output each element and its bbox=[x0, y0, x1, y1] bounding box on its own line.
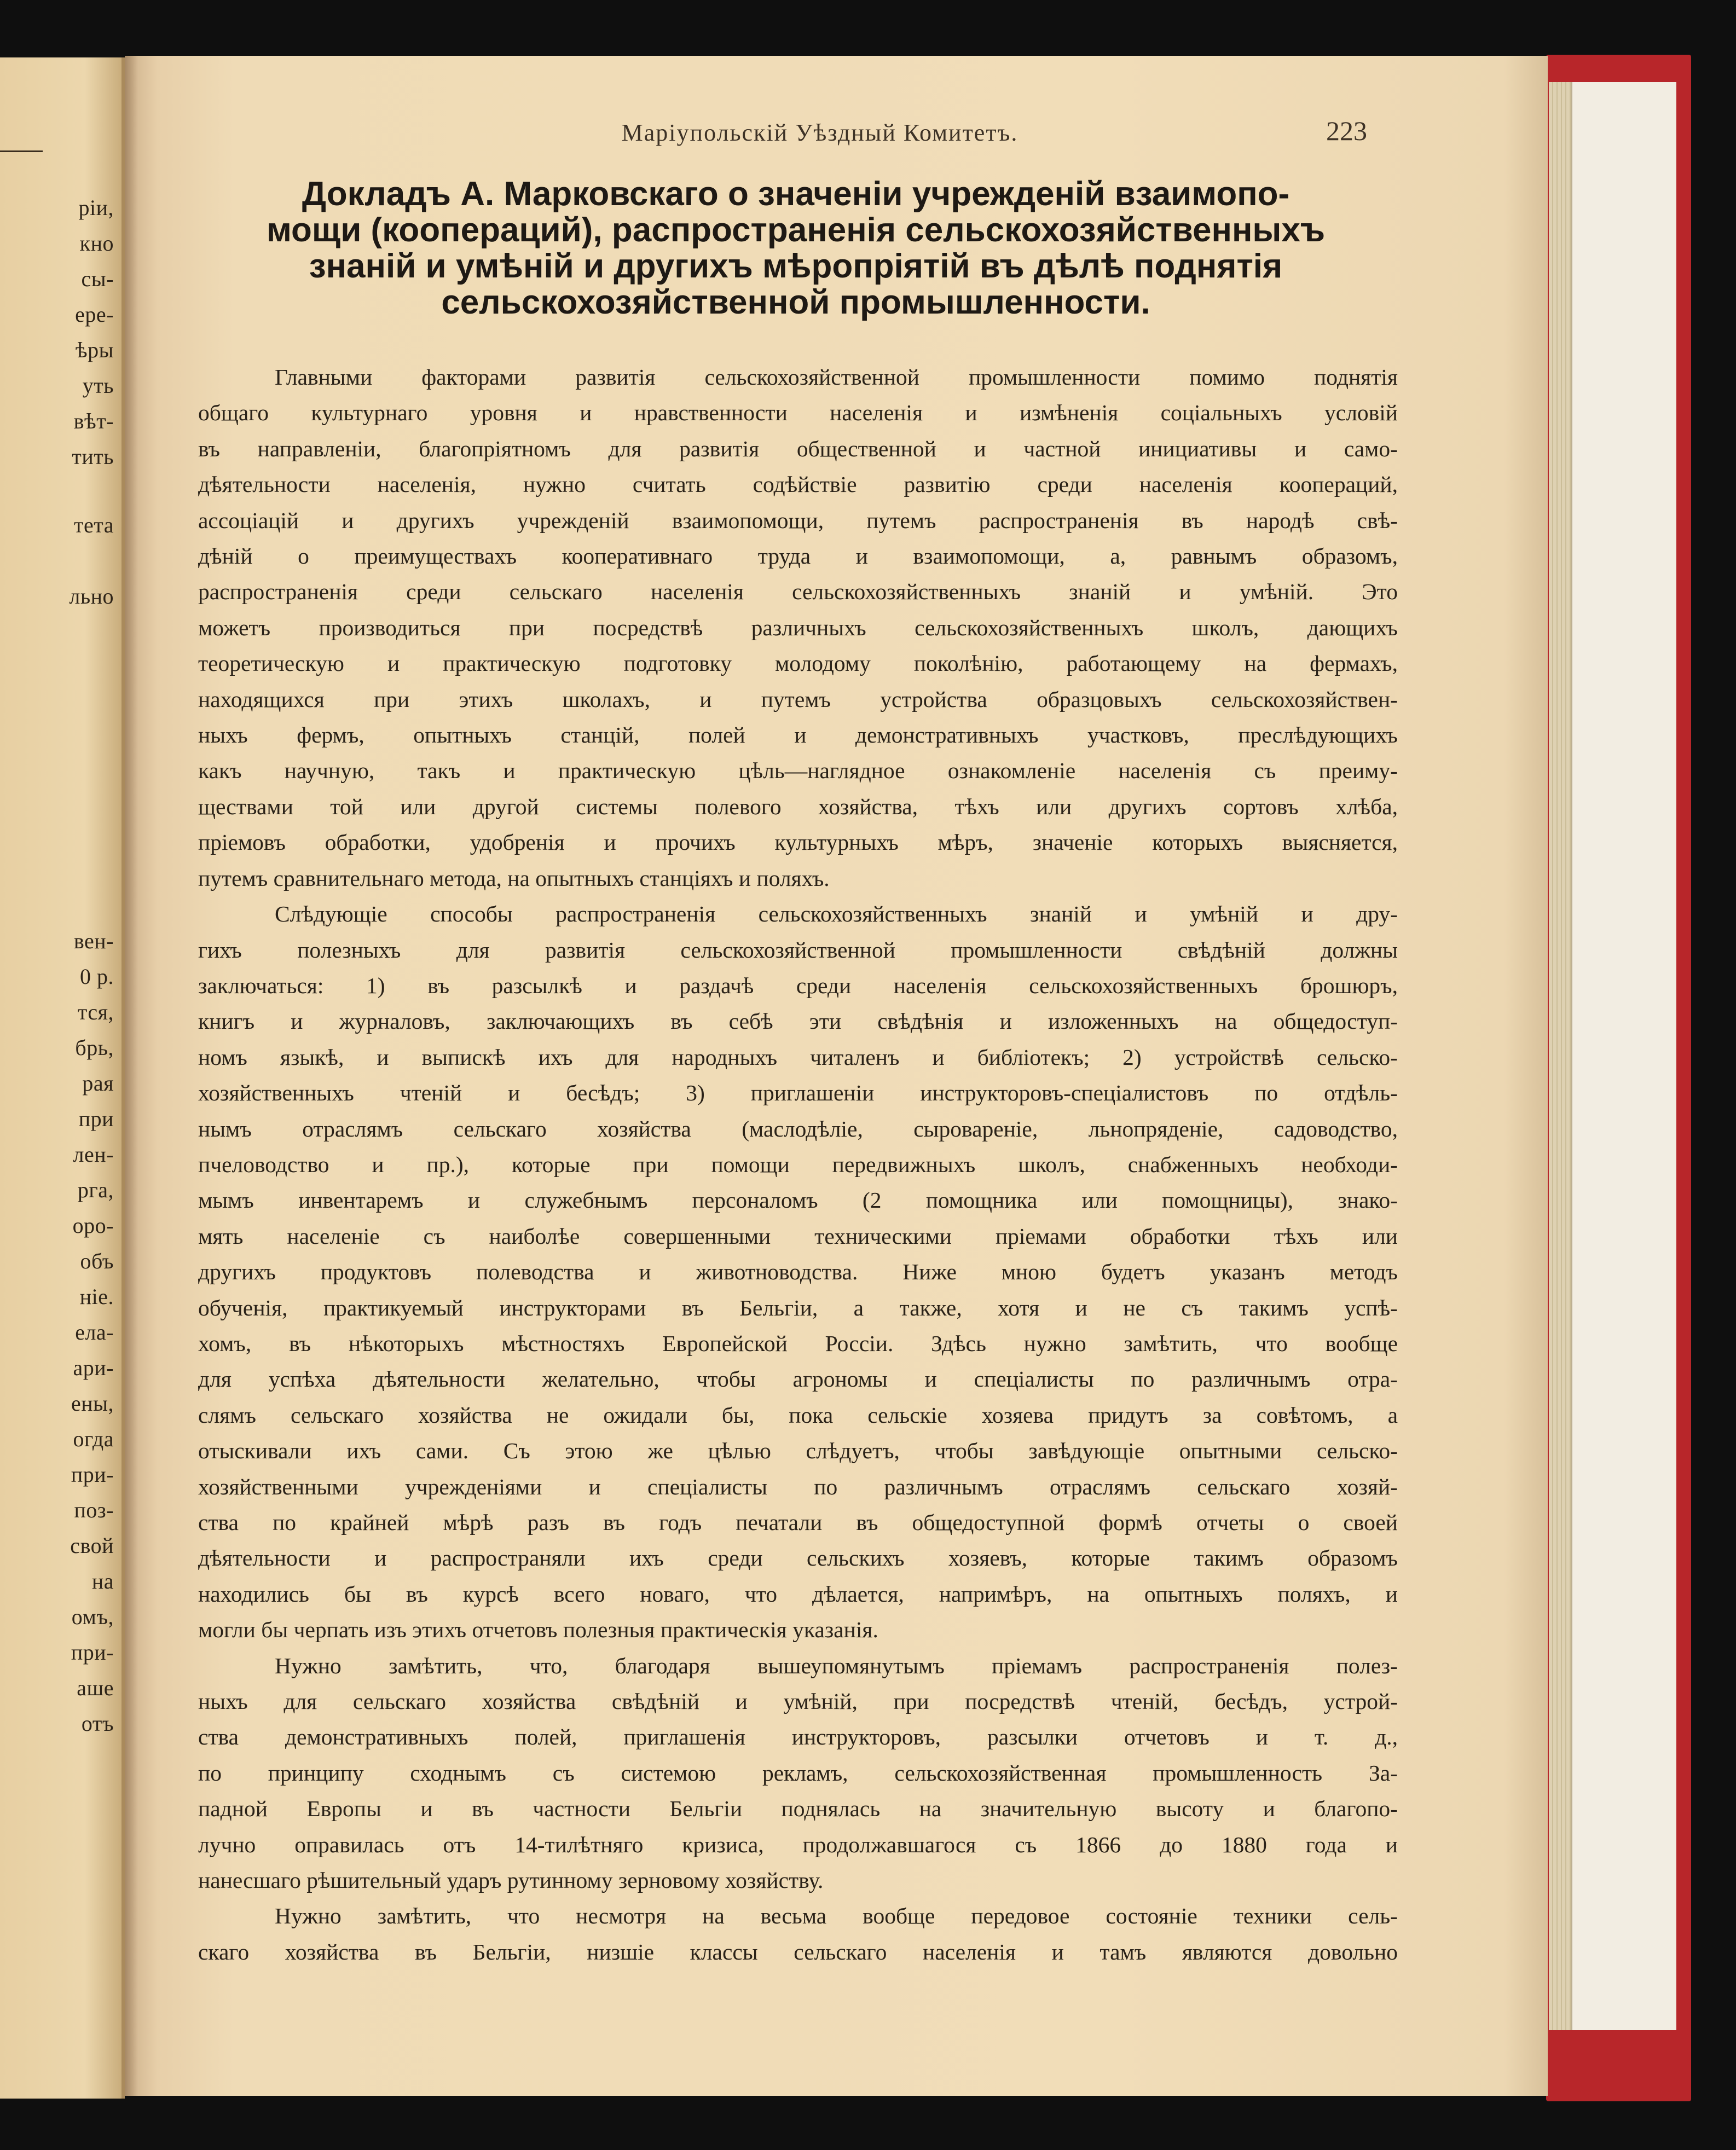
left-page-line: отъ bbox=[81, 1711, 114, 1736]
body-line: можетъ производиться при посредствѣ различныхъ сельскохозяйственныхъ школъ, дающихъ bbox=[198, 615, 1398, 640]
body-line: ныхъ фермъ, опытныхъ станцій, полей и демонстративныхъ участковъ, преслѣдующихъ bbox=[198, 722, 1398, 748]
page bbox=[125, 56, 1548, 2096]
left-page-line: вѣт- bbox=[73, 409, 114, 433]
body-line: пчеловодство и пр.), которые при помощи передвижныхъ школъ, снабженныхъ необходи- bbox=[198, 1151, 1398, 1177]
body-line: хомъ, въ нѣкоторыхъ мѣстностяхъ Европейской Россіи. Здѣсь нужно замѣтить, что вообще bbox=[198, 1330, 1398, 1356]
body-line: теоретическую и практическую подготовку молодому поколѣнію, работающему на фермахъ, bbox=[198, 651, 1398, 676]
left-page-line: при- bbox=[71, 1462, 114, 1487]
body-line: Главными факторами развитія сельскохозяйственной промышленности помимо поднятія bbox=[275, 364, 1398, 390]
left-page-line: льно bbox=[69, 584, 114, 609]
body-line: ныхъ для сельскаго хозяйства свѣдѣній и умѣній, при посредствѣ чтеній, бесѣдъ, устрой- bbox=[198, 1689, 1398, 1714]
body-line: лучно оправилась отъ 14-тилѣтняго кризиса, продолжавшагося съ 1866 до 1880 года и bbox=[198, 1832, 1398, 1857]
body-line: падной Европы и въ частности Бельгіи поднялась на значительную высоту и благопо- bbox=[198, 1796, 1398, 1822]
body-line: въ направленіи, благопріятномъ для развитія общественной и частной инициативы и само- bbox=[198, 436, 1398, 461]
left-page-line: ѣры bbox=[75, 338, 114, 362]
left-page-line: огда bbox=[73, 1427, 114, 1451]
left-page-line: поз- bbox=[74, 1498, 114, 1522]
body-line: заключаться: 1) въ разсылкѣ и раздачѣ среди населенія сельскохозяйственныхъ брошюръ, bbox=[198, 972, 1398, 998]
body-line: другихъ продуктовъ полеводства и животноводства. Ниже мною будетъ указанъ методъ bbox=[198, 1259, 1398, 1285]
body-line: хозяйственныхъ чтеній и бесѣдъ; 3) приглашеніи инструкторовъ-спеціалистовъ по отдѣль- bbox=[198, 1080, 1398, 1106]
body-line: по принципу сходнымъ съ системою рекламъ, сельскохозяйственная промышленность За- bbox=[198, 1760, 1398, 1786]
left-page-line: тить bbox=[72, 444, 114, 469]
body-line: хозяйственными учрежденіями и спеціалисты по различнымъ отраслямъ сельскаго хозяй- bbox=[198, 1474, 1398, 1499]
article-title bbox=[196, 176, 1396, 321]
body-line: нанесшаго рѣшительный ударъ рутинному зерновому хозяйству. bbox=[198, 1868, 824, 1893]
body-line: могли бы черпать изъ этихъ отчетовъ полезныя практическія указанія. bbox=[198, 1617, 878, 1643]
left-page-line: аше bbox=[77, 1676, 114, 1700]
left-page-line: объ bbox=[80, 1249, 114, 1273]
article-body bbox=[198, 360, 1398, 1970]
left-page-line: сы- bbox=[81, 266, 114, 291]
body-line: ществами той или другой системы полевого хозяйства, тѣхъ или другихъ сортовъ хлѣба, bbox=[198, 793, 1398, 819]
left-page-rule bbox=[0, 150, 43, 152]
body-line: мять населеніе съ наиболѣе совершенными техническими пріемами обработки тѣхъ или bbox=[198, 1223, 1398, 1249]
title-line: Докладъ А. Марковскаго о значеніи учрежденій взаимопо- bbox=[302, 175, 1290, 213]
body-line: дѣятельности и распространяли ихъ среди сельскихъ хозяевъ, которые такимъ образомъ bbox=[198, 1545, 1398, 1571]
left-page-line: рая bbox=[82, 1071, 114, 1096]
body-line: Слѣдующіе способы распространенія сельскохозяйственныхъ знаній и умѣній и дру- bbox=[275, 901, 1398, 927]
body-line: отыскивали ихъ сами. Съ этою же цѣлью слѣдуетъ, чтобы завѣдующіе опытными сельско- bbox=[198, 1438, 1398, 1464]
body-line: номъ языкѣ, и выпискѣ ихъ для народныхъ читаленъ и библіотекъ; 2) устройствѣ сельско- bbox=[198, 1044, 1398, 1070]
running-title: Маріупольскій Уѣздный Комитетъ. bbox=[621, 119, 1019, 146]
left-page-line: ари- bbox=[73, 1355, 114, 1380]
left-page-line: брь, bbox=[75, 1035, 114, 1060]
body-line: распространенія среди сельскаго населенія сельскохозяйственныхъ знаній и умѣній. Это bbox=[198, 579, 1398, 605]
left-page-line: 0 р. bbox=[80, 964, 114, 989]
left-page-line: ены, bbox=[71, 1391, 114, 1416]
left-page-line: кно bbox=[79, 231, 114, 256]
left-page-line: при- bbox=[71, 1640, 114, 1665]
left-page-line: ела- bbox=[75, 1320, 114, 1345]
flyleaf bbox=[1571, 82, 1676, 2030]
body-line: дѣятельности населенія, нужно считать содѣйствіе развитію среди населенія коопераций, bbox=[198, 472, 1398, 497]
body-line: обученія, практикуемый инструкторами въ Бельгіи, а также, хотя и не съ такимъ успѣ- bbox=[198, 1295, 1398, 1320]
left-page-line: лен- bbox=[73, 1142, 114, 1167]
body-line: для успѣха дѣятельности желательно, чтобы агрономы и спеціалисты по различнымъ отра- bbox=[198, 1366, 1398, 1392]
body-line: слямъ сельскаго хозяйства не ожидали бы, пока сельскіе хозяева придутъ за совѣтомъ, а bbox=[198, 1402, 1398, 1428]
body-line: ства демонстративныхъ полей, приглашенія инструкторовъ, разсылки отчетовъ и т. д., bbox=[198, 1724, 1398, 1750]
left-page-line: омъ, bbox=[71, 1604, 114, 1629]
body-line: находились бы въ курсѣ всего новаго, что дѣлается, напримѣръ, на опытныхъ поляхъ, и bbox=[198, 1581, 1398, 1607]
body-line: Нужно замѣтить, что, благодаря вышеупомянутымъ пріемамъ распространенія полез- bbox=[275, 1653, 1398, 1678]
body-line: общаго культурнаго уровня и нравственности населенія и измѣненія соціальныхъ условій bbox=[198, 400, 1398, 426]
page-number: 223 bbox=[1326, 115, 1367, 146]
body-line: находящихся при этихъ школахъ, и путемъ устройства образцовыхъ сельскохозяйствен- bbox=[198, 686, 1398, 712]
body-line: дѣній о преимуществахъ кооперативнаго труда и взаимопомощи, а, равнымъ образомъ, bbox=[198, 543, 1398, 569]
title-line: мощи (коопераций), распространенія сельскохозяйственныхъ bbox=[266, 211, 1326, 249]
body-line: пріемовъ обработки, удобренія и прочихъ культурныхъ мѣръ, значеніе которыхъ выясняется, bbox=[198, 830, 1398, 855]
body-line: путемъ сравнительнаго метода, на опытныхъ станціяхъ и поляхъ. bbox=[198, 865, 830, 891]
left-page-line: оро- bbox=[72, 1213, 114, 1238]
left-page-line: при bbox=[78, 1106, 114, 1131]
body-line: книгъ и журналовъ, заключающихъ въ себѣ эти свѣдѣнія и изложенныхъ на общедоступ- bbox=[198, 1009, 1398, 1034]
left-page-line: ере- bbox=[75, 302, 114, 327]
left-page-line: на bbox=[91, 1569, 114, 1593]
body-line: мымъ инвентаремъ и служебнымъ персоналомъ (2 помощника или помощницы), знако- bbox=[198, 1187, 1398, 1213]
left-page-line: рiи, bbox=[78, 195, 114, 220]
body-line: ства по крайней мѣрѣ разъ въ годъ печатали въ общедоступной формѣ отчеты о своей bbox=[198, 1510, 1398, 1535]
left-page-line: нie. bbox=[79, 1284, 114, 1309]
title-line: знаній и умѣній и другихъ мѣропріятій въ дѣлѣ поднятія bbox=[309, 247, 1283, 285]
title-line: сельскохозяйственной промышленности. bbox=[441, 283, 1150, 321]
left-page-line: свой bbox=[70, 1533, 114, 1558]
left-page-line: тета bbox=[74, 513, 114, 537]
body-line: Нужно замѣтить, что несмотря на весьма вообще передовое состояніе техники сель- bbox=[275, 1903, 1398, 1929]
body-line: какъ научную, такъ и практическую цѣль—наглядное ознакомленіе населенія съ преиму- bbox=[198, 758, 1398, 784]
left-page-line: уть bbox=[82, 373, 114, 398]
body-line: нымъ отраслямъ сельскаго хозяйства (маслодѣліе, сыровареніе, льнопряденіе, садоводство, bbox=[198, 1116, 1398, 1141]
previous-page-fragment bbox=[0, 57, 125, 2099]
body-line: скаго хозяйства въ Бельгіи, низшіе классы сельскаго населенія и тамъ являются довольно bbox=[198, 1939, 1398, 1964]
body-line: гихъ полезныхъ для развитія сельскохозяйственной промышленности свѣдѣній должны bbox=[198, 937, 1398, 963]
body-line: ассоціацій и другихъ учрежденій взаимопомощи, путемъ распространенія въ народѣ свѣ- bbox=[198, 507, 1398, 533]
left-page-line: тся, bbox=[77, 1000, 114, 1024]
left-page-line: рга, bbox=[77, 1178, 114, 1202]
left-page-line: вен- bbox=[73, 929, 114, 953]
